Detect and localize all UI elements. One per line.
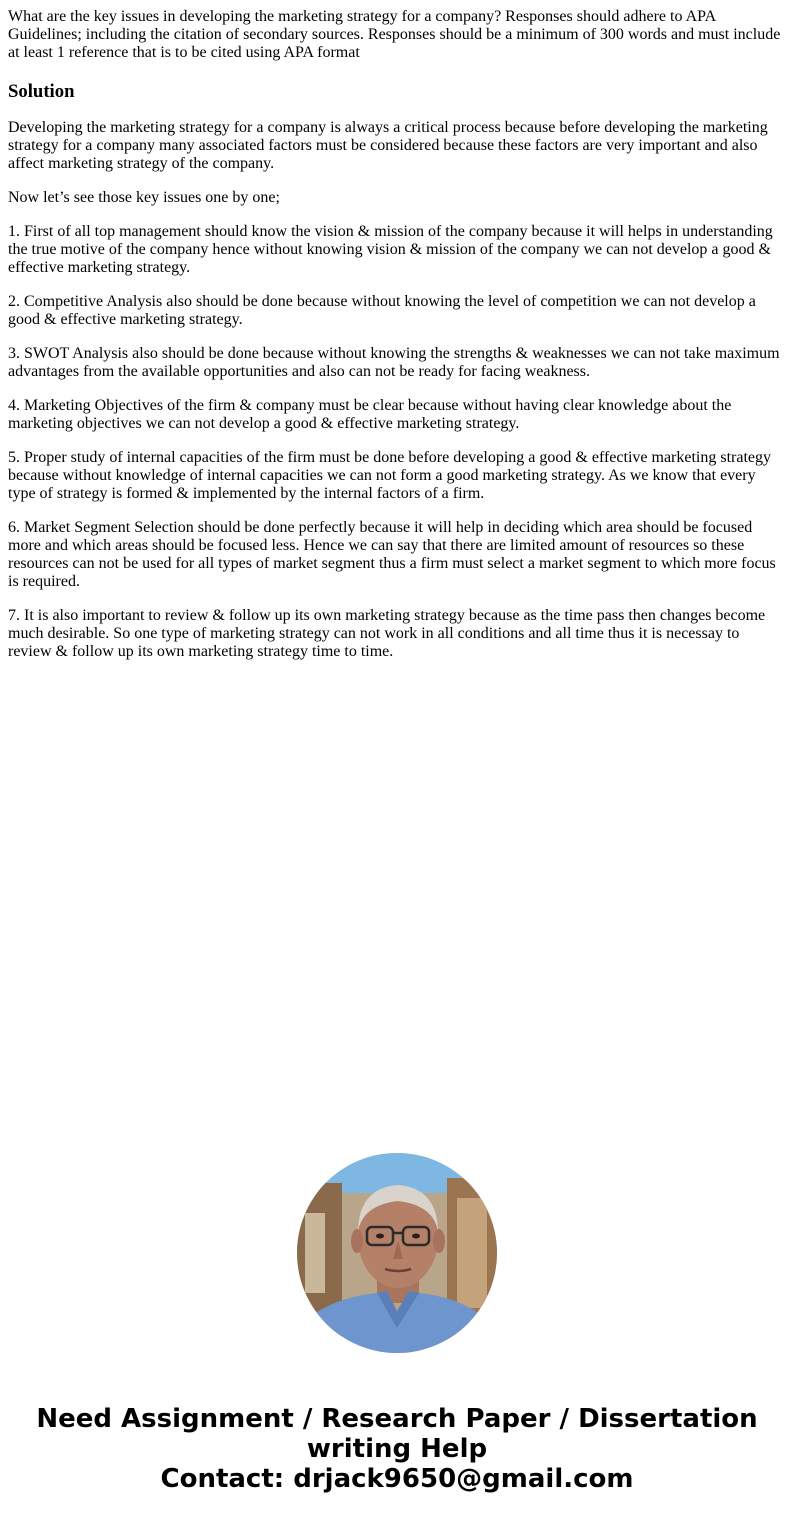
solution-paragraph: Now let’s see those key issues one by one; bbox=[8, 189, 280, 206]
solution-paragraph: 2. Competitive Analysis also should be done because without knowing the level of competition we can not develop a good & effective marketing strategy. bbox=[8, 293, 756, 328]
avatar-portrait bbox=[297, 1153, 497, 1353]
solution-paragraph: 6. Market Segment Selection should be done perfectly because it will help in deciding which area should be focused more and which areas should be focused less. Hence we can say that there are limited amount of resources so these resources can not be used for all types of market segment thus a firm must select a market segment to which more focus is required. bbox=[8, 519, 776, 590]
avatar bbox=[297, 1153, 497, 1353]
footer-line: Need Assignment / Research Paper / Dissertation bbox=[36, 1404, 758, 1434]
solution-paragraph: 5. Proper study of internal capacities of the firm must be done before developing a good & effective marketing strategy because without knowledge of internal capacities we can not form a good marketing strategy. As we know that every type of strategy is formed & implemented by the internal factors of a firm. bbox=[8, 449, 772, 502]
solution-paragraph: Developing the marketing strategy for a company is always a critical process because before developing the marketing strategy for a company many associated factors must be considered because these factors are very important and also affect marketing strategy of the company. bbox=[8, 119, 768, 172]
solution-paragraph: 4. Marketing Objectives of the firm & company must be clear because without having clear knowledge about the marketing objectives we can not develop a good & effective marketing strategy. bbox=[8, 397, 732, 432]
solution-paragraph: 7. It is also important to review & follow up its own marketing strategy because as the time pass then changes become much desirable. So one type of marketing strategy can not work in all conditions and all time thus it is necessay to review & follow up its own marketing strategy time to time. bbox=[8, 607, 766, 660]
solution-paragraph: 3. SWOT Analysis also should be done because without knowing the strengths & weaknesses we can not take maximum advantages from the available opportunities and also can not be ready for facing weakness. bbox=[8, 345, 780, 380]
footer-line: writing Help bbox=[306, 1434, 488, 1464]
solution-heading: Solution bbox=[8, 81, 75, 102]
question-text: What are the key issues in developing the marketing strategy for a company? Responses should adhere to APA Guidelines; including the citation of secondary sources. Responses should be a minimum of 300 words and must include at least 1 reference that is to be cited using APA format bbox=[8, 8, 781, 61]
solution-paragraph: 1. First of all top management should know the vision & mission of the company because it will helps in understanding the true motive of the company hence without knowing vision & mission of the company we can not develop a good & effective marketing strategy. bbox=[8, 223, 773, 276]
footer-contact bbox=[0, 1404, 794, 1494]
footer-contact-email: Contact: drjack9650@gmail.com bbox=[160, 1464, 634, 1494]
document-body bbox=[8, 8, 786, 677]
